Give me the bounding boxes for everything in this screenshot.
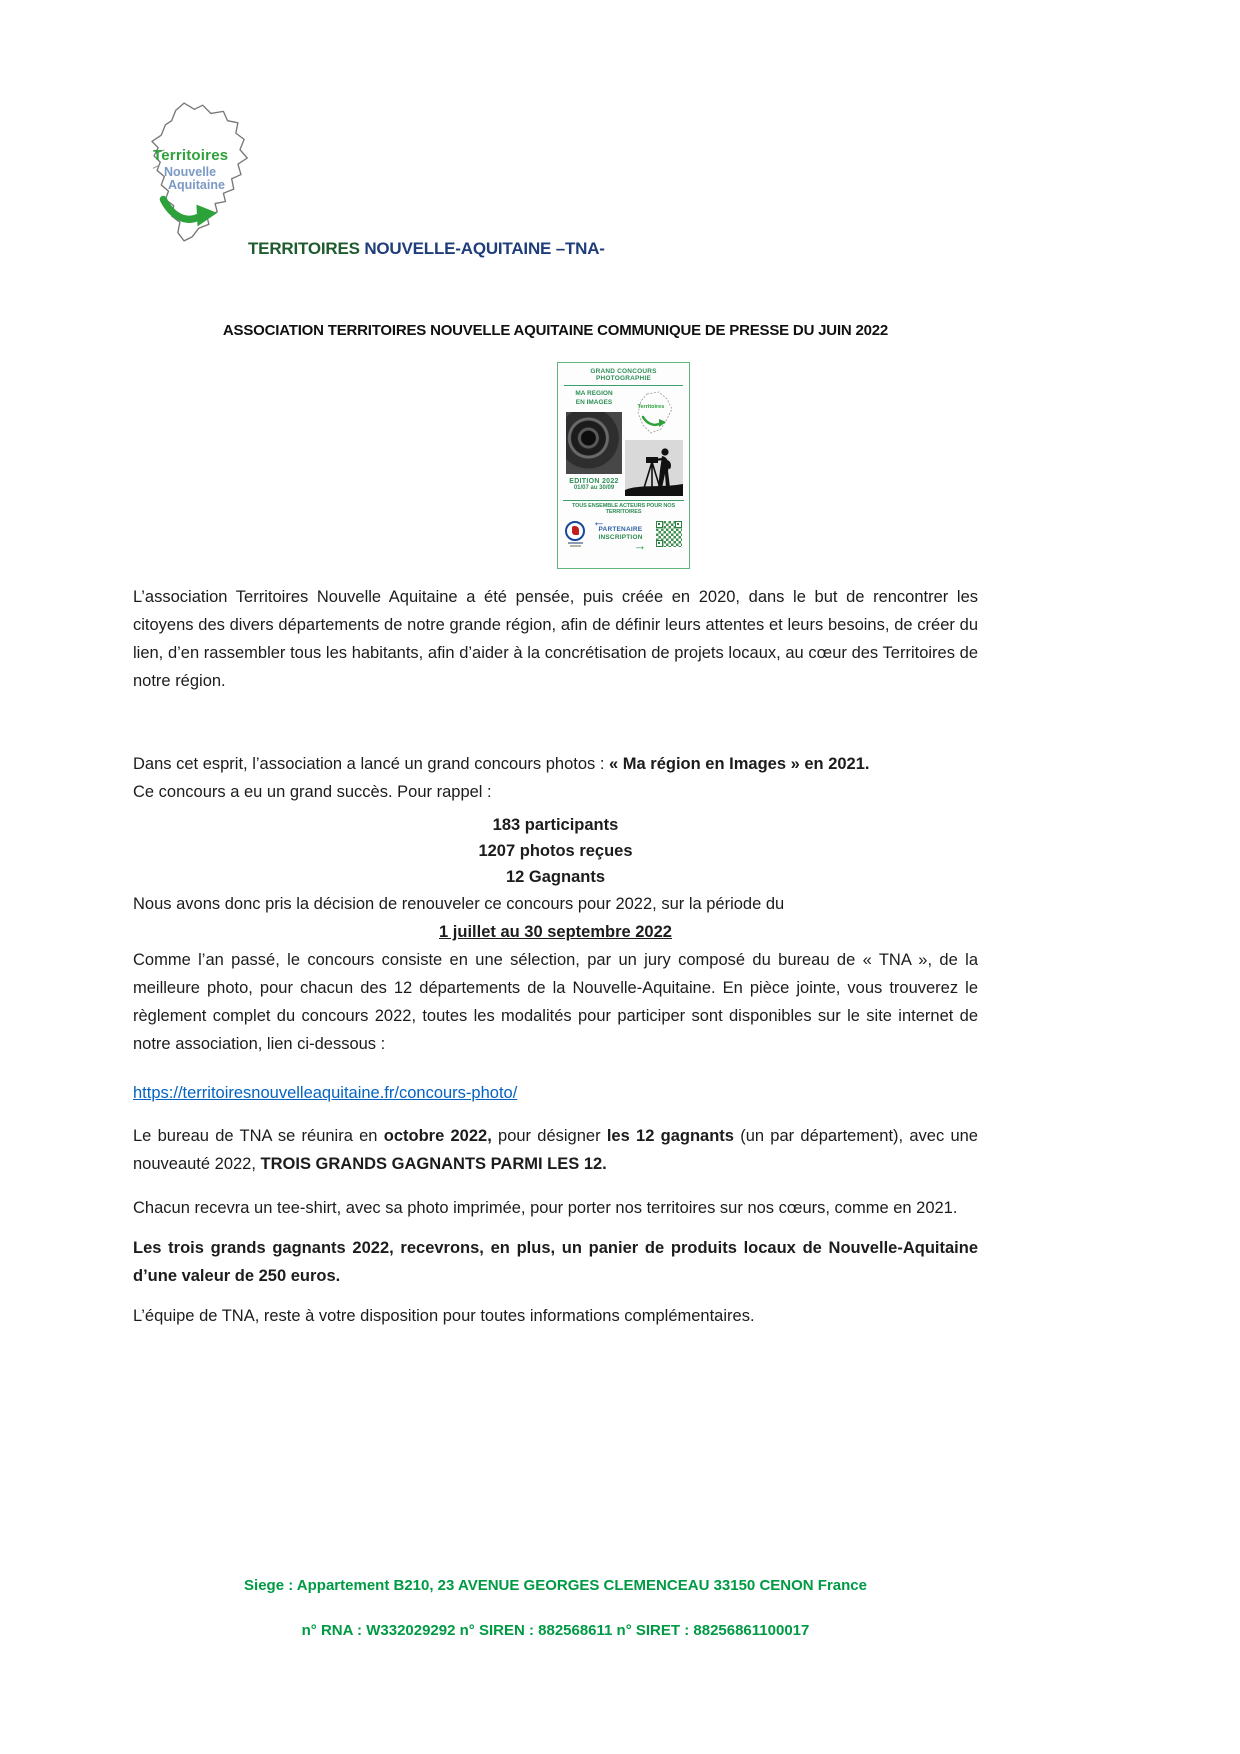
partner-caption-bar2 (570, 545, 581, 547)
mini-map-icon (633, 391, 675, 435)
poster-title-line2: EN IMAGES (575, 398, 613, 406)
paragraph-contest-launch (133, 750, 978, 778)
footer-address: Siege : Appartement B210, 23 AVENUE GEORGES CLEMENCEAU 33150 CENON France (244, 1577, 867, 1594)
contest-poster (557, 362, 690, 569)
poster-title (564, 390, 624, 408)
logo-text-nouvelle: Nouvelle (164, 165, 217, 179)
poster-content-row (558, 390, 689, 496)
contest-link[interactable]: https://territoiresnouvelleaquitaine.fr/concours-photo/ (133, 1084, 518, 1102)
partner-caption-bar1 (568, 542, 583, 544)
footer-registration: n° RNA : W332029292 n° SIREN : 882568611 n° SIRET : 88256861100017 (301, 1622, 810, 1639)
contest-stats (133, 812, 978, 890)
jury-grand-winners-bold: TROIS GRANDS GAGNANTS PARMI LES 12. (260, 1155, 607, 1173)
contest-period: 1 juillet au 30 septembre 2022 (439, 923, 672, 941)
poster-header: GRAND CONCOURS PHOTOGRAPHIE (564, 368, 683, 386)
arrow-right-icon: → (633, 538, 647, 553)
contest-link-line (133, 1079, 978, 1107)
paragraph-rules: Comme l’an passé, le concours consiste en une sélection, par un jury composé du bureau de « TNA », de la meilleure photo, pour chacun des 12 départements de la Nouvelle-Aquitaine. En pièce jointe, vous trouverez le règlement complet du concours 2022, toutes les modalités pour participer sont disponibles sur le site internet de notre association, lien ci-dessous : (133, 951, 978, 1053)
paragraph-renewal: Nous avons donc pris la décision de renouveler ce concours pour 2022, sur la période du (133, 895, 785, 913)
partner-logo-icon (565, 521, 585, 541)
paragraph-teeshirt: Chacun recevra un tee-shirt, avec sa photo imprimée, pour porter nos territoires sur nos cœurs, comme en 2021. (133, 1199, 958, 1217)
jury-text-2: pour désigner (491, 1127, 607, 1145)
poster-title-line1: MA REGION (575, 390, 613, 397)
poster-banner: TOUS ENSEMBLE ACTEURS POUR NOS TERRITOIRES (563, 500, 684, 515)
title-green-part: TERRITOIRES (248, 239, 365, 258)
camera-photo (566, 412, 622, 474)
document-body (133, 583, 978, 1330)
partner-labels (592, 514, 647, 553)
paragraph-contest-success: Ce concours a eu un grand succès. Pour rappel : (133, 783, 492, 801)
document-subtitle: ASSOCIATION TERRITOIRES NOUVELLE AQUITAINE COMMUNIQUE DE PRESSE DU JUIN 2022 (222, 322, 889, 339)
paragraph-contact: L’équipe de TNA, reste à votre disposition pour toutes informations complémentaires. (133, 1307, 755, 1325)
partner-logo (565, 521, 585, 548)
contest-name-bold: « Ma région en Images » en 2021. (609, 755, 870, 773)
document-title (248, 239, 605, 259)
paragraph-jury (133, 1122, 978, 1178)
jury-text-1: Le bureau de TNA se réunira en (133, 1127, 384, 1145)
qr-code (656, 521, 682, 547)
poster-edition: EDITION 2022 (569, 477, 619, 485)
paragraph-intro: L’association Territoires Nouvelle Aquitaine a été pensée, puis créée en 2020, dans le but de rencontrer les citoyens des divers départements de notre grande région, afin de définir leurs attentes et leurs besoins, de créer du lien, d’en rassembler tous les habitants, afin d’aider à la concrétisation de projets locaux, au cœur des Territoires de notre région. (133, 588, 978, 690)
arrow-left-icon: ← (592, 514, 606, 529)
association-logo (140, 100, 255, 245)
photographer-icon (625, 440, 683, 496)
photographer-silhouette (625, 440, 683, 496)
partner-word1: PARTENAIRE (598, 526, 643, 533)
poster-mini-logo (633, 391, 675, 435)
partner-word2: INSCRIPTION (598, 534, 643, 541)
poster-left-column (564, 390, 624, 496)
jury-winners-bold: les 12 gagnants (606, 1127, 734, 1145)
mini-logo-text: Territoires (637, 404, 665, 410)
stat-winners: 12 Gagnants (505, 868, 606, 886)
logo-text-aquitaine: Aquitaine (168, 178, 225, 192)
poster-dates: 01/07 au 30/09 (573, 484, 615, 491)
jury-date-bold: octobre 2022, (383, 1127, 492, 1145)
poster-right-column (624, 390, 683, 496)
stat-photos: 1207 photos reçues (478, 842, 633, 860)
contest-launch-text: Dans cet esprit, l’association a lancé un grand concours photos : (133, 755, 610, 773)
jury-text-3: (un par département), avec une nouveauté 2022, (133, 1127, 978, 1173)
logo-text-territoires: Territoires (153, 147, 229, 164)
title-blue-part: NOUVELLE-AQUITAINE –TNA- (364, 239, 605, 258)
stat-participants: 183 participants (492, 816, 619, 834)
poster-partner-row (558, 514, 689, 553)
paragraph-grand-prize: Les trois grands gagnants 2022, recevrons, en plus, un panier de produits locaux de Nouvelle-Aquitaine d’une valeur de 250 euros. (133, 1239, 978, 1285)
partner-logo-inner (572, 526, 579, 535)
